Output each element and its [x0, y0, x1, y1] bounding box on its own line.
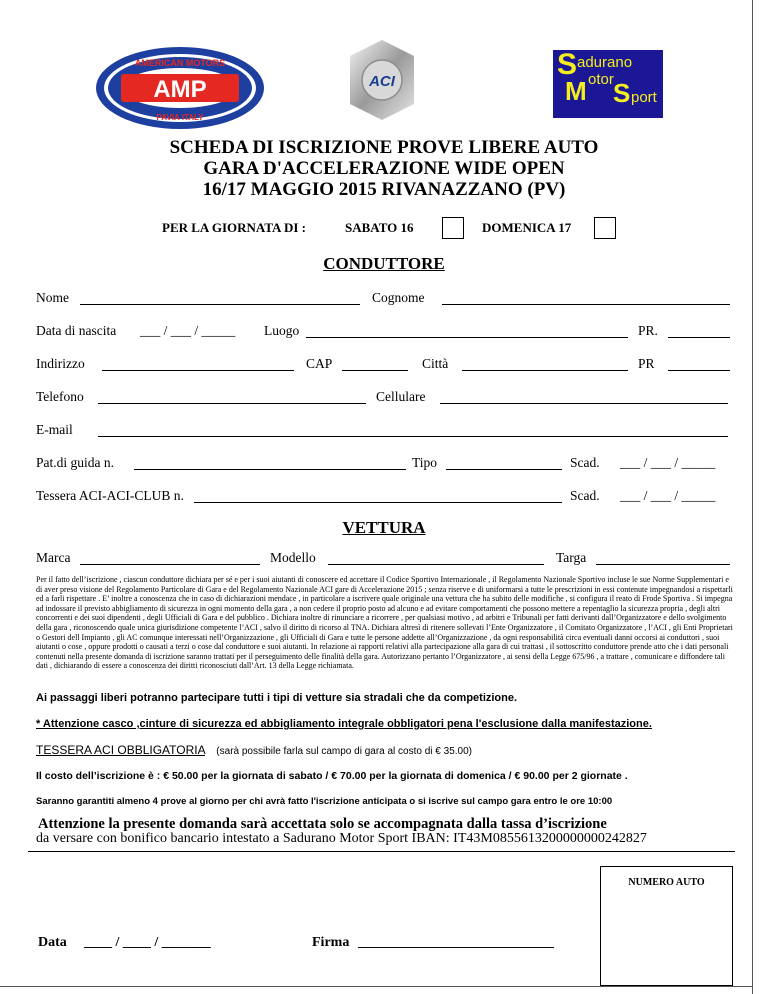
amp-logo-top: AMERICAN MOTORS: [134, 58, 226, 68]
amp-logo-main: AMP: [153, 76, 207, 103]
cap-field[interactable]: [342, 370, 408, 371]
row-email: [36, 422, 730, 440]
safety-notice: * Attenzione casco ,cinture di sicurezza ed abbigliamento integrale obbligatori pena l'esclusione dalla manifestazione.: [36, 718, 652, 730]
saturday-label: SABATO 16: [345, 220, 414, 235]
row-tessera: [36, 488, 730, 506]
sms-logo-line3: port: [631, 89, 657, 106]
data-field[interactable]: ____ / ____ / _______: [84, 935, 211, 950]
data-label: Data: [38, 935, 67, 950]
firma-field[interactable]: ____________________________: [358, 935, 554, 950]
marca-label: Marca: [36, 550, 71, 565]
cognome-field[interactable]: [442, 304, 730, 305]
passaggi-notice: Ai passaggi liberi potranno partecipare tutti i tipi di vetture sia stradali che da competizione.: [36, 692, 518, 704]
modello-field[interactable]: [328, 564, 544, 565]
guaranteed-notice: Saranno garantiti almeno 4 prove al giorno per chi avrà fatto l'iscrizione anticipata o si iscrive sul campo gara entro le ore 10:00: [36, 796, 613, 807]
citta-label: Città: [422, 356, 449, 371]
email-field[interactable]: [98, 436, 728, 437]
nome-field[interactable]: [80, 304, 360, 305]
sms-logo-s1: S: [557, 48, 578, 81]
row-nascita: [36, 323, 730, 341]
sms-logo-s2: S: [613, 78, 631, 108]
pr-label-2: PR: [638, 356, 655, 371]
tessera-label: Tessera ACI-ACI-CLUB n.: [36, 488, 184, 503]
patente-field[interactable]: [134, 469, 406, 470]
numero-auto-box[interactable]: [600, 866, 733, 986]
legal-disclaimer: Per il fatto dell’iscrizione , ciascun conduttore dichiara per sé e per i suoi aiutanti di conoscere ed accettare il Codice Sportivo Internazionale , il Regolamento Nazionale Sportivo incluse le sue Norme Supplementari e di aver preso visione del Regolamento Particolare di Gara e del Regolamento Nazionale ACI gare di Accelerazione 2015 ; senza riserve e di uniformarsi a tutte le prescrizioni in essi contenute impegnandosi a rispettarli ed a farli rispettare . E’ inoltre a conoscenza che in caso di dichiarazioni mendace , in particolare a iscrivere quale originale una vettura che ha subito delle modifiche , si configura il reato di Frode Sportiva . Si impegna ad indossare il previsto abbigliamento di sicurezza in ogni momento della gara , a non cedere il proprio posto ad alcuno e ad evitare comportamenti che possono mettere a repentaglio la sicurezza propria , degli altri concorrenti e dei suoi dipendenti , degli Ufficiali di Gara e del pubblico . Dichiara inoltre di rinunciare a ricorrere , per qualsiasi motivo , ad arbitri e Tribunali per fatti derivanti dall’Organizzatore e dello svolgimento della gara , riconoscendo quale unica giurisdizione competente l’ACI , salvo il diritto di ricorso al TNA. Dichiara altresì di ritenere sollevati l’Ente Organizzatore , il Comitato Organizzatore , l’ACI , gli Enti Proprietari o Gestori dell Impianto , gli AC comunque interessati nell’Organizzazione , gli Ufficiali di Gara e tutte le persone addette all’Organizzazione , da ogni responsabilità circa eventuali danni occorsi ai conduttori , suoi aiutanti o cose , oppure prodotti o causati a terzi o cose dal conduttore e suoi aiutanti. In relazione ai rapporti relativi alla partecipazione alla gara di cui trattasi , il sottoscritto conduttore prende atto che i dati personali contenuti nella presente domanda di iscrizione saranno trattati per il perseguimento delle finalità della gara. Autorizzano pertanto l’Organizzatore , ai sensi della Legge 675/96 , a trattare , comunicare e diffondere tali dati , dichiarando di essere a conoscenza dei diritti riconosciuti dall’Art. 13 della Legge richiamata.: [36, 575, 733, 671]
cognome-label: Cognome: [372, 290, 425, 305]
pr-label-1: PR.: [638, 323, 658, 338]
pr-field-2[interactable]: [668, 370, 730, 371]
tipo-label: Tipo: [412, 455, 438, 470]
email-label: E-mail: [36, 422, 73, 437]
tessera-obbligatoria: TESSERA ACI OBBLIGATORIA: [36, 743, 205, 757]
aci-logo: [340, 38, 424, 122]
cellulare-field[interactable]: [440, 403, 728, 404]
sms-logo-line2: otor: [588, 71, 614, 88]
title-line-1: SCHEDA DI ISCRIZIONE PROVE LIBERE AUTO: [169, 137, 599, 158]
payment-notice-2: da versare con bonifico bancario intestato a Sadurano Motor Sport IBAN: IT43M0855613200000000242827: [36, 831, 647, 846]
row-telefono: [36, 389, 730, 407]
scad-field-1[interactable]: ___ / ___ / _____: [620, 455, 716, 470]
telefono-label: Telefono: [36, 389, 84, 404]
vehicle-heading: VETTURA: [342, 518, 426, 537]
amp-logo-bottom: PAVIA ITALY: [156, 113, 204, 122]
numero-auto-label: NUMERO AUTO: [628, 877, 705, 888]
targa-label: Targa: [556, 550, 587, 565]
luogo-label: Luogo: [264, 323, 300, 338]
driver-heading: CONDUTTORE: [323, 254, 445, 273]
pr-field-1[interactable]: [668, 337, 730, 338]
indirizzo-label: Indirizzo: [36, 356, 85, 371]
cost-notice: Il costo dell’iscrizione è : € 50.00 per la giornata di sabato / € 70.00 per la giornata di domenica / € 90.00 per 2 giornate .: [36, 770, 628, 782]
title-line-2: GARA D'ACCELERAZIONE WIDE OPEN: [203, 158, 565, 179]
cellulare-label: Cellulare: [376, 389, 426, 404]
targa-field[interactable]: [596, 564, 730, 565]
sms-logo-line1: adurano: [577, 54, 633, 71]
sunday-checkbox[interactable]: [594, 217, 616, 239]
telefono-field[interactable]: [98, 403, 366, 404]
citta-field[interactable]: [462, 370, 628, 371]
scad-field-2[interactable]: ___ / ___ / _____: [620, 488, 716, 503]
aci-logo-text: ACI: [369, 73, 395, 90]
firma-label: Firma: [312, 935, 350, 950]
saturday-checkbox[interactable]: [442, 217, 464, 239]
day-select-label: PER LA GIORNATA DI :: [162, 220, 306, 235]
data-nascita-field[interactable]: ___ / ___ / _____: [140, 323, 236, 338]
title-line-3: 16/17 MAGGIO 2015 RIVANAZZANO (PV): [202, 179, 566, 200]
scad-label-2: Scad.: [570, 488, 600, 503]
scad-label-1: Scad.: [570, 455, 600, 470]
marca-field[interactable]: [80, 564, 260, 565]
payment-notice-1: Attenzione la presente domanda sarà accettata solo se accompagnata dalla tassa d’iscrizione: [38, 816, 607, 832]
data-nascita-label: Data di nascita: [36, 323, 117, 338]
nome-label: Nome: [36, 290, 69, 305]
row-patente: [36, 455, 730, 473]
row-indirizzo: [36, 356, 730, 374]
luogo-field[interactable]: [306, 337, 628, 338]
indirizzo-field[interactable]: [102, 370, 294, 371]
sadurano-motor-sport-logo: [553, 50, 663, 118]
tessera-field[interactable]: [194, 502, 562, 503]
sms-logo-m: M: [565, 76, 587, 106]
patente-label: Pat.di guida n.: [36, 455, 114, 470]
row-vettura: [36, 550, 730, 568]
section-separator: [28, 851, 735, 852]
modello-label: Modello: [270, 550, 316, 565]
cap-label: CAP: [306, 356, 333, 371]
sunday-label: DOMENICA 17: [482, 220, 572, 235]
tessera-row: [36, 743, 472, 757]
row-nome-cognome: [36, 290, 730, 308]
amp-logo: [95, 46, 265, 130]
page-border-bottom: [0, 986, 753, 987]
tipo-field[interactable]: [446, 469, 562, 470]
tessera-note: (sarà possibile farla sul campo di gara al costo di € 35.00): [216, 746, 472, 757]
